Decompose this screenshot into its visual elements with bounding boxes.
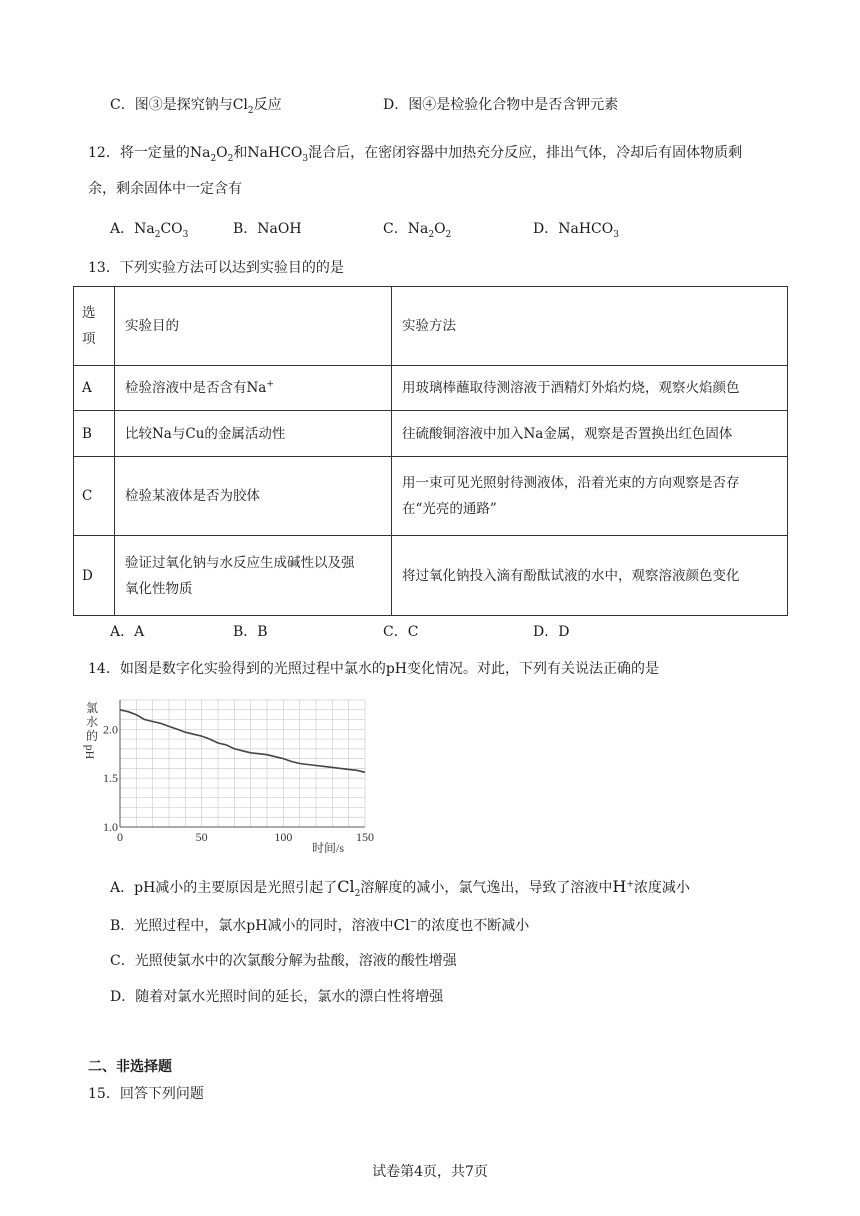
row-method: 往硫酸铜溶液中加入Na金属，观察是否置换出红色固体 xyxy=(392,411,788,457)
q12-option-b: B．NaOH xyxy=(233,221,302,237)
y-label-char: 氯 xyxy=(85,701,99,715)
y-label-char: 的 xyxy=(85,729,99,743)
q12-stem-line1: 12．将一定量的$Na_2O_2$和NaHCO$_3$混合后，在密闭容器中加热充分反应，排出气体，冷却后有固体物质剩 xyxy=(88,145,743,164)
row-option: D xyxy=(74,536,115,616)
y-tick-label: 1.5 xyxy=(103,771,118,786)
q13-option-c: C．C xyxy=(383,624,419,640)
table-row xyxy=(74,536,788,616)
row-option: B xyxy=(74,411,115,457)
ph-series-line xyxy=(120,710,365,773)
q15-stem: 15．回答下列问题 xyxy=(88,1086,204,1102)
chart-axes xyxy=(120,700,365,827)
header-option: 选 项 xyxy=(74,287,115,366)
row-goal: 检验某液体是否为胶体 xyxy=(115,457,392,536)
chart-grid xyxy=(120,700,365,827)
q14-stem: 14．如图是数字化实验得到的光照过程中氯水的pH变化情况。对此，下列有关说法正确的是 xyxy=(88,661,659,677)
q11-option-c: C．图③是探究钠与$Cl_2$反应 xyxy=(110,97,282,116)
q13-table xyxy=(73,286,788,616)
row-option: A xyxy=(74,366,115,411)
q12-stem-line2: 余，剩余固体中一定含有 xyxy=(88,181,242,197)
row-goal: 检验溶液中是否含有Na+ xyxy=(115,366,392,411)
x-axis-label: 时间/s xyxy=(311,841,345,855)
table-row xyxy=(74,457,788,536)
y-tick-label: 2.0 xyxy=(103,722,118,737)
y-tick-label: 1.0 xyxy=(103,820,118,834)
q14-option-d: D．随着对氯水光照时间的延长，氯水的漂白性将增强 xyxy=(110,989,444,1005)
row-option: C xyxy=(74,457,115,536)
q12-option-a: A．$Na_2CO_3$ xyxy=(110,221,189,240)
q12-option-c: C．$Na_2O_2$ xyxy=(383,221,452,240)
row-method: 用玻璃棒蘸取待测溶液于酒精灯外焰灼烧，观察火焰颜色 xyxy=(392,366,788,411)
header-method: 实验方法 xyxy=(392,287,788,366)
q13-stem: 13．下列实验方法可以达到实验目的的是 xyxy=(88,260,344,276)
x-tick-label: 150 xyxy=(356,830,374,844)
row-method: 用一束可见光照射待测液体，沿着光束的方向观察是否存 在“光亮的通路” xyxy=(392,457,788,536)
q11-option-d: D．图④是检验化合物中是否含钾元素 xyxy=(383,97,619,113)
chart-ticks xyxy=(103,722,374,844)
q14-option-c: C．光照使氯水中的次氯酸分解为盐酸，溶液的酸性增强 xyxy=(110,953,457,969)
table-row xyxy=(74,411,788,457)
q14-option-a: A．pH减小的主要原因是光照引起了$Cl_2$溶解度的减小，氯气逸出，导致了溶液中H+浓度减小 xyxy=(110,877,690,899)
q13-option-b: B．B xyxy=(233,624,268,640)
x-tick-label: 100 xyxy=(274,830,293,844)
row-goal: 比较Na与Cu的金属活动性 xyxy=(115,411,392,457)
y-label-char: 水 xyxy=(85,715,99,729)
section-title: 二、非选择题 xyxy=(88,1059,172,1075)
q14-option-b: B．光照过程中，氯水pH减小的同时，溶液中Cl−的浓度也不断减小 xyxy=(110,916,530,934)
y-label-ph: pH xyxy=(83,744,97,760)
x-tick-label: 0 xyxy=(117,830,123,844)
x-tick-label: 50 xyxy=(195,830,208,844)
table-header-row xyxy=(74,287,788,366)
q13-option-a: A．A xyxy=(110,624,145,640)
ph-line-chart xyxy=(80,690,380,855)
header-goal: 实验目的 xyxy=(115,287,392,366)
row-method: 将过氧化钠投入滴有酚酞试液的水中，观察溶液颜色变化 xyxy=(392,536,788,616)
table-row xyxy=(74,366,788,411)
q13-option-d: D．D xyxy=(533,624,570,640)
page-footer: 试卷第4页，共7页 xyxy=(372,1164,488,1180)
q12-option-d: D．NaHCO$_3$ xyxy=(533,221,619,240)
y-axis-label xyxy=(83,701,98,760)
row-goal: 验证过氧化钠与水反应生成碱性以及强 氧化性物质 xyxy=(115,536,392,616)
